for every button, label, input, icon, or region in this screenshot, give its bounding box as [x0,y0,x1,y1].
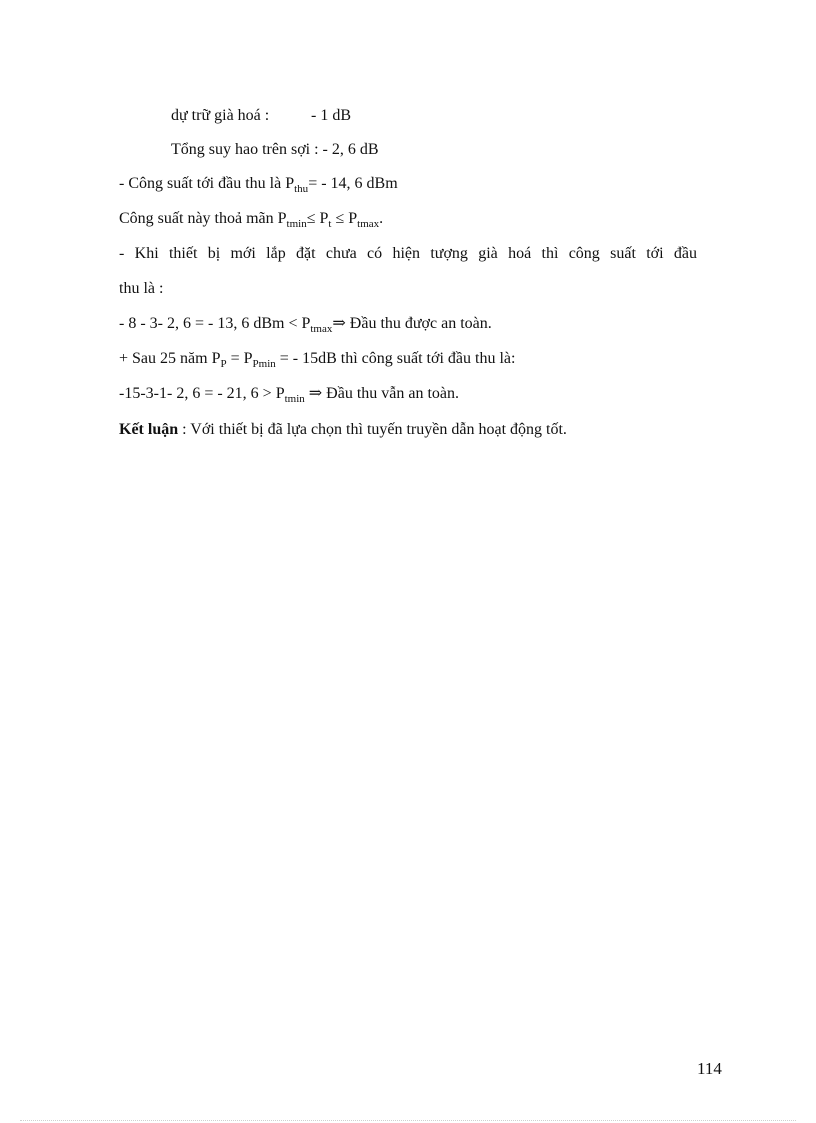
word: lắp [266,245,286,262]
subscript-tmax: tmax [310,323,333,335]
word: Khi [134,245,159,262]
received-power-subscript: thu [294,183,309,195]
word: tượng [430,245,468,262]
line-total-fiber-loss [171,140,379,160]
power-condition-text: Công suất này thoả mãn P [119,210,287,227]
subscript-pmin: Pmin [252,358,276,370]
aging-reserve-label: dự trữ già hoá : [171,107,270,124]
thu-la-text: thu là : [119,280,164,297]
calc-new-text: - 8 - 3- 2, 6 = - 13, 6 dBm < P [119,315,311,332]
line-conclusion [119,420,567,440]
power-condition-mid: ≤ P [306,210,329,227]
received-power-text: - Công suất tới đầu thu là P [119,175,295,192]
line-calc-new [119,314,492,334]
line-new-device [119,244,697,264]
word: mới [230,245,256,262]
word: thiết [168,245,198,262]
line-after-25-years [119,349,515,369]
line-power-condition [119,209,383,229]
subscript-tmin: tmin [286,218,307,230]
word: đặt [296,245,316,262]
page-number: 114 [697,1059,722,1078]
word: hoá [508,245,532,262]
word: - [119,245,125,262]
power-condition-mid2: ≤ P [331,210,358,227]
line-received-power [119,174,398,194]
aging-reserve-value: - 1 dB [311,107,351,124]
word: chưa [325,245,357,262]
line-calc-aged [119,384,459,404]
subscript-p: P [220,358,227,370]
subscript-t: t [328,218,332,230]
calc-aged-text: -15-3-1- 2, 6 = - 21, 6 > P [119,385,285,402]
footer-divider [20,1120,796,1121]
conclusion-text: : Với thiết bị đã lựa chọn thì tuyến truyền dẫn hoạt động tốt. [178,421,567,438]
word: suất [610,245,636,262]
received-power-value: = - 14, 6 dBm [308,175,398,192]
word: thì [541,245,559,262]
subscript-tmin: tmin [284,393,305,405]
word: đầu [673,245,697,262]
line-aging-reserve [171,106,351,126]
word: hiện [392,245,421,262]
word: có [367,245,383,262]
after-25-years-mid: = P [226,350,253,367]
total-fiber-loss-text: Tổng suy hao trên sợi : - 2, 6 dB [171,141,379,158]
conclusion-label: Kết luận [119,421,179,438]
after-25-years-end: = - 15dB thì công suất tới đầu thu là: [275,350,516,367]
word: bị [207,245,221,262]
calc-aged-result: ⇒ Đầu thu vẫn an toàn. [304,385,460,402]
power-condition-end: . [379,210,384,227]
line-thu-la [119,279,163,299]
word: già [478,245,498,262]
calc-new-result: ⇒ Đầu thu được an toàn. [332,315,492,332]
after-25-years-text: + Sau 25 năm P [119,350,221,367]
word: tới [646,245,664,262]
word: công [568,245,600,262]
subscript-tmax: tmax [357,218,380,230]
